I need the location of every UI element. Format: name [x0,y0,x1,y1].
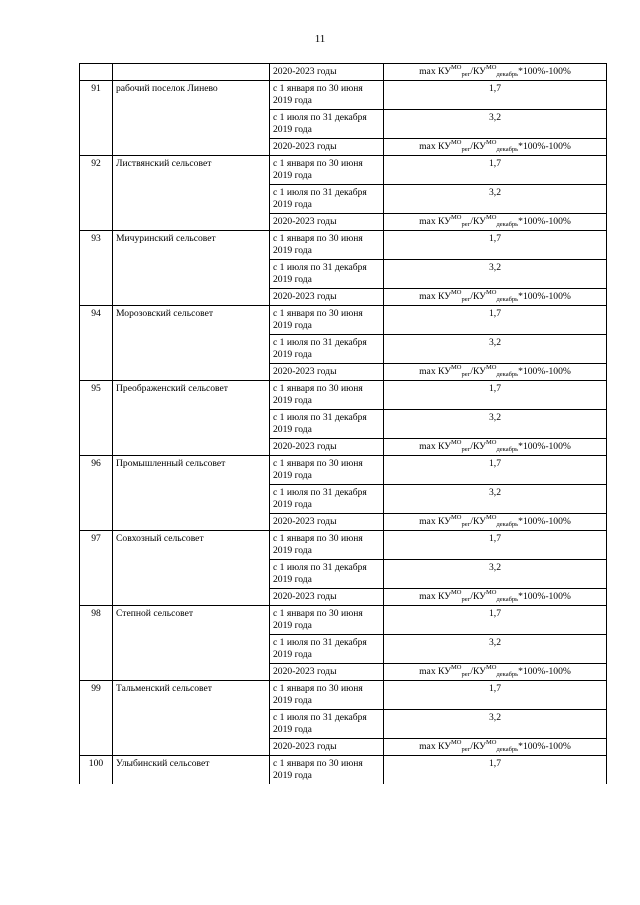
value-cell: 1,7 [384,606,607,635]
coefficient-table [79,63,607,784]
formula-sub: рег [461,446,471,453]
period-cell: 2020-2023 годы [270,589,384,606]
table-row [80,81,607,110]
formula-sub: рег [461,596,471,603]
period-cell: 2020-2023 годы [270,514,384,531]
period-cell: с 1 января по 30 июня 2019 года [270,606,384,635]
formula-sub: декабрь [496,296,519,303]
formula-mid: /КУ [470,216,486,227]
formula-mid: /КУ [470,66,486,77]
formula-prefix: max КУ [419,66,452,77]
municipality-name-cell: Тальменский сельсовет [113,681,270,756]
page-number: 11 [314,33,326,45]
formula [419,516,571,527]
period-cell: 2020-2023 годы [270,139,384,156]
period-cell: с 1 января по 30 июня 2019 года [270,81,384,110]
formula [419,591,571,602]
formula [419,141,571,152]
formula-suffix: *100%-100% [518,366,571,377]
formula-sub: декабрь [496,71,519,78]
period-cell: с 1 июля по 31 декабря 2019 года [270,635,384,664]
value-cell: 3,2 [384,710,607,739]
formula-sub: рег [461,671,471,678]
municipality-name-cell: Совхозный сельсовет [113,531,270,606]
formula-mid: /КУ [470,666,486,677]
period-cell: с 1 января по 30 июня 2019 года [270,456,384,485]
formula-mid: /КУ [470,516,486,527]
municipality-name-cell: Степной сельсовет [113,606,270,681]
table-row [80,606,607,635]
value-cell: 1,7 [384,231,607,260]
formula-mid: /КУ [470,741,486,752]
municipality-name-cell: Морозовский сельсовет [113,306,270,381]
value-cell: 3,2 [384,560,607,589]
formula-sup: МО [451,664,462,671]
row-number-cell [80,64,113,81]
formula-suffix: *100%-100% [518,516,571,527]
table-row [80,531,607,560]
formula-mid: /КУ [470,591,486,602]
formula-prefix: max КУ [419,291,452,302]
formula-sup: МО [485,364,497,371]
value-cell: 1,7 [384,456,607,485]
formula-mid: /КУ [470,291,486,302]
formula-cell [384,589,607,606]
municipality-name-cell: Преображенский сельсовет [113,381,270,456]
period-cell: с 1 января по 30 июня 2019 года [270,531,384,560]
formula-sup: МО [451,214,462,221]
formula-suffix: *100%-100% [518,291,571,302]
formula-sup: МО [451,289,462,296]
table-row [80,681,607,710]
value-cell: 3,2 [384,635,607,664]
period-cell: 2020-2023 годы [270,664,384,681]
formula-sub: декабрь [496,671,519,678]
municipality-name-cell: Улыбинский сельсовет [113,756,270,785]
formula [419,66,571,77]
formula-sub: декабрь [496,521,519,528]
formula-prefix: max КУ [419,516,452,527]
formula [419,366,571,377]
formula-prefix: max КУ [419,141,452,152]
value-cell: 3,2 [384,485,607,514]
period-cell: 2020-2023 годы [270,364,384,381]
formula-sup: МО [485,514,497,521]
row-number-cell: 92 [80,156,113,231]
row-number-cell: 97 [80,531,113,606]
row-number-cell: 99 [80,681,113,756]
formula-suffix: *100%-100% [518,591,571,602]
formula-prefix: max КУ [419,216,452,227]
value-cell: 1,7 [384,531,607,560]
value-cell: 1,7 [384,81,607,110]
row-number-cell: 100 [80,756,113,785]
table-row [80,381,607,410]
formula-sub: рег [461,71,471,78]
table-row [80,456,607,485]
period-cell: с 1 июля по 31 декабря 2019 года [270,485,384,514]
formula-cell [384,664,607,681]
municipality-name-cell [113,64,270,81]
formula-cell [384,514,607,531]
formula-sub: рег [461,146,471,153]
formula-sub: рег [461,371,471,378]
formula [419,741,571,752]
formula-sub: декабрь [496,371,519,378]
formula [419,666,571,677]
formula-prefix: max КУ [419,666,452,677]
formula-mid: /КУ [470,441,486,452]
period-cell: с 1 июля по 31 декабря 2019 года [270,185,384,214]
formula-sup: МО [485,139,497,146]
period-cell: с 1 января по 30 июня 2019 года [270,681,384,710]
formula-sub: декабрь [496,146,519,153]
period-cell: с 1 января по 30 июня 2019 года [270,156,384,185]
municipality-name-cell: Промышленный сельсовет [113,456,270,531]
period-cell: с 1 июля по 31 декабря 2019 года [270,710,384,739]
formula-cell [384,139,607,156]
value-cell: 1,7 [384,381,607,410]
table-row [80,64,607,81]
formula-sup: МО [451,739,462,746]
period-cell: 2020-2023 годы [270,289,384,306]
formula-sub: декабрь [496,221,519,228]
formula-sub: рег [461,746,471,753]
formula-mid: /КУ [470,366,486,377]
row-number-cell: 94 [80,306,113,381]
formula-sup: МО [451,589,462,596]
formula-suffix: *100%-100% [518,66,571,77]
formula-suffix: *100%-100% [518,741,571,752]
municipality-name-cell: Мичуринский сельсовет [113,231,270,306]
formula-sup: МО [451,364,462,371]
formula-sub: декабрь [496,746,519,753]
table-row [80,756,607,785]
formula-sub: рег [461,221,471,228]
period-cell: с 1 июля по 31 декабря 2019 года [270,260,384,289]
period-cell: с 1 июля по 31 декабря 2019 года [270,560,384,589]
municipality-name-cell: Листвянский сельсовет [113,156,270,231]
value-cell: 1,7 [384,681,607,710]
formula-prefix: max КУ [419,591,452,602]
formula-cell [384,739,607,756]
period-cell: 2020-2023 годы [270,214,384,231]
formula-sub: рег [461,521,471,528]
formula-sup: МО [485,64,497,71]
period-cell: с 1 января по 30 июня 2019 года [270,231,384,260]
value-cell: 3,2 [384,335,607,364]
formula-prefix: max КУ [419,741,452,752]
formula-suffix: *100%-100% [518,141,571,152]
formula-sup: МО [485,739,497,746]
formula-sup: МО [451,64,462,71]
formula-sup: МО [451,139,462,146]
formula-prefix: max КУ [419,441,452,452]
formula-suffix: *100%-100% [518,666,571,677]
formula-sub: декабрь [496,596,519,603]
table-row [80,306,607,335]
period-cell: с 1 июля по 31 декабря 2019 года [270,410,384,439]
formula-cell [384,64,607,81]
formula-sup: МО [485,589,497,596]
row-number-cell: 95 [80,381,113,456]
table-row [80,156,607,185]
formula-cell [384,289,607,306]
formula [419,216,571,227]
value-cell: 1,7 [384,156,607,185]
formula [419,291,571,302]
row-number-cell: 93 [80,231,113,306]
formula-sup: МО [451,439,462,446]
formula-sup: МО [485,289,497,296]
formula-sub: декабрь [496,446,519,453]
period-cell: с 1 июля по 31 декабря 2019 года [270,335,384,364]
formula-prefix: max КУ [419,366,452,377]
formula-cell [384,214,607,231]
period-cell: с 1 июля по 31 декабря 2019 года [270,110,384,139]
value-cell: 1,7 [384,306,607,335]
formula-sup: МО [485,214,497,221]
value-cell: 3,2 [384,410,607,439]
row-number-cell: 98 [80,606,113,681]
formula-cell [384,439,607,456]
formula-sup: МО [485,439,497,446]
formula-suffix: *100%-100% [518,216,571,227]
period-cell: 2020-2023 годы [270,439,384,456]
formula-sub: рег [461,296,471,303]
value-cell: 3,2 [384,260,607,289]
row-number-cell: 91 [80,81,113,156]
period-cell: 2020-2023 годы [270,64,384,81]
value-cell: 3,2 [384,110,607,139]
formula-sup: МО [485,664,497,671]
period-cell: 2020-2023 годы [270,739,384,756]
period-cell: с 1 января по 30 июня 2019 года [270,381,384,410]
value-cell: 3,2 [384,185,607,214]
formula-cell [384,364,607,381]
row-number-cell: 96 [80,456,113,531]
period-cell: с 1 января по 30 июня 2019 года [270,306,384,335]
formula [419,441,571,452]
municipality-name-cell: рабочий поселок Линево [113,81,270,156]
period-cell: с 1 января по 30 июня 2019 года [270,756,384,785]
formula-suffix: *100%-100% [518,441,571,452]
formula-mid: /КУ [470,141,486,152]
formula-sup: МО [451,514,462,521]
value-cell: 1,7 [384,756,607,785]
table-row [80,231,607,260]
